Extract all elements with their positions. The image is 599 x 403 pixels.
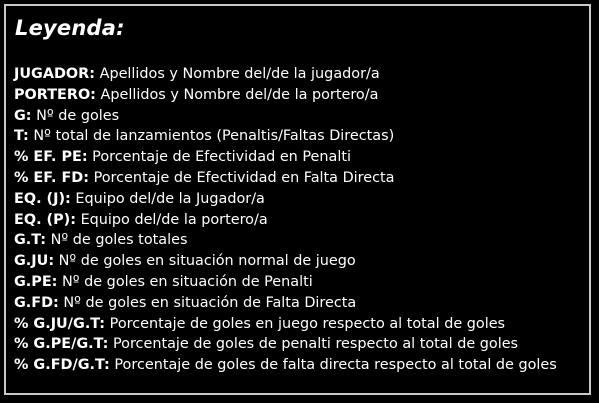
legend-term: G: bbox=[14, 107, 32, 124]
legend-item-gpe bbox=[14, 272, 557, 293]
legend-item-portero bbox=[14, 85, 557, 106]
legend-description: Porcentaje de goles de falta directa respecto al total de goles bbox=[114, 357, 557, 374]
legend-item-pct-gju-gt bbox=[14, 314, 557, 335]
legend-term: JUGADOR: bbox=[14, 66, 96, 82]
legend-description: Nº de goles totales bbox=[50, 232, 188, 249]
legend-term: T: bbox=[14, 128, 29, 145]
legend-item-ef-pe bbox=[14, 147, 557, 168]
legend-description: Apellidos y Nombre del/de la portero/a bbox=[100, 86, 379, 103]
legend-description: Equipo del/de la portero/a bbox=[80, 211, 268, 228]
legend-panel bbox=[4, 4, 591, 395]
legend-description: Porcentaje de Efectividad en Penalti bbox=[92, 149, 351, 166]
legend-list bbox=[14, 64, 557, 376]
legend-term: % EF. FD: bbox=[14, 169, 89, 186]
legend-term: G.PE: bbox=[14, 273, 58, 290]
legend-term: EQ. (J): bbox=[14, 190, 71, 207]
legend-item-jugador bbox=[14, 64, 557, 85]
legend-item-eq-p bbox=[14, 210, 557, 231]
legend-item-gt bbox=[14, 230, 557, 251]
legend-item-pct-gpe-gt bbox=[14, 334, 557, 355]
legend-item-g bbox=[14, 106, 557, 127]
legend-item-gju bbox=[14, 251, 557, 272]
legend-term: % G.PE/G.T: bbox=[14, 336, 109, 353]
legend-term: G.FD: bbox=[14, 294, 59, 311]
legend-description: Equipo del/de la Jugador/a bbox=[75, 190, 265, 207]
legend-item-gfd bbox=[14, 293, 557, 314]
legend-description: Nº total de lanzamientos (Penaltis/Faltas Directas) bbox=[33, 128, 395, 145]
legend-description: Nº de goles en situación de Falta Directa bbox=[63, 294, 357, 311]
legend-description: Nº de goles en situación normal de juego bbox=[58, 253, 356, 270]
legend-term: EQ. (P): bbox=[14, 211, 76, 228]
legend-description: Porcentaje de goles de penalti respecto al total de goles bbox=[112, 336, 519, 353]
legend-item-ef-fd bbox=[14, 168, 557, 189]
legend-term: G.JU: bbox=[14, 253, 55, 270]
legend-item-eq-j bbox=[14, 189, 557, 210]
legend-description: Nº de goles en situación de Penalti bbox=[62, 273, 313, 290]
legend-term: % G.FD/G.T: bbox=[14, 357, 110, 374]
legend-description: Apellidos y Nombre del/de la jugador/a bbox=[99, 66, 380, 82]
legend-term: % EF. PE: bbox=[14, 149, 88, 166]
legend-term: G.T: bbox=[14, 232, 47, 249]
legend-description: Nº de goles bbox=[36, 107, 120, 124]
legend-description: Porcentaje de Efectividad en Falta Directa bbox=[93, 169, 395, 186]
legend-item-t bbox=[14, 126, 557, 147]
legend-title: Leyenda: bbox=[15, 16, 125, 40]
legend-term: % G.JU/G.T: bbox=[14, 315, 106, 332]
legend-item-pct-gfd-gt bbox=[14, 355, 557, 376]
legend-description: Porcentaje de goles en juego respecto al total de goles bbox=[109, 315, 506, 332]
legend-term: PORTERO: bbox=[14, 86, 96, 103]
